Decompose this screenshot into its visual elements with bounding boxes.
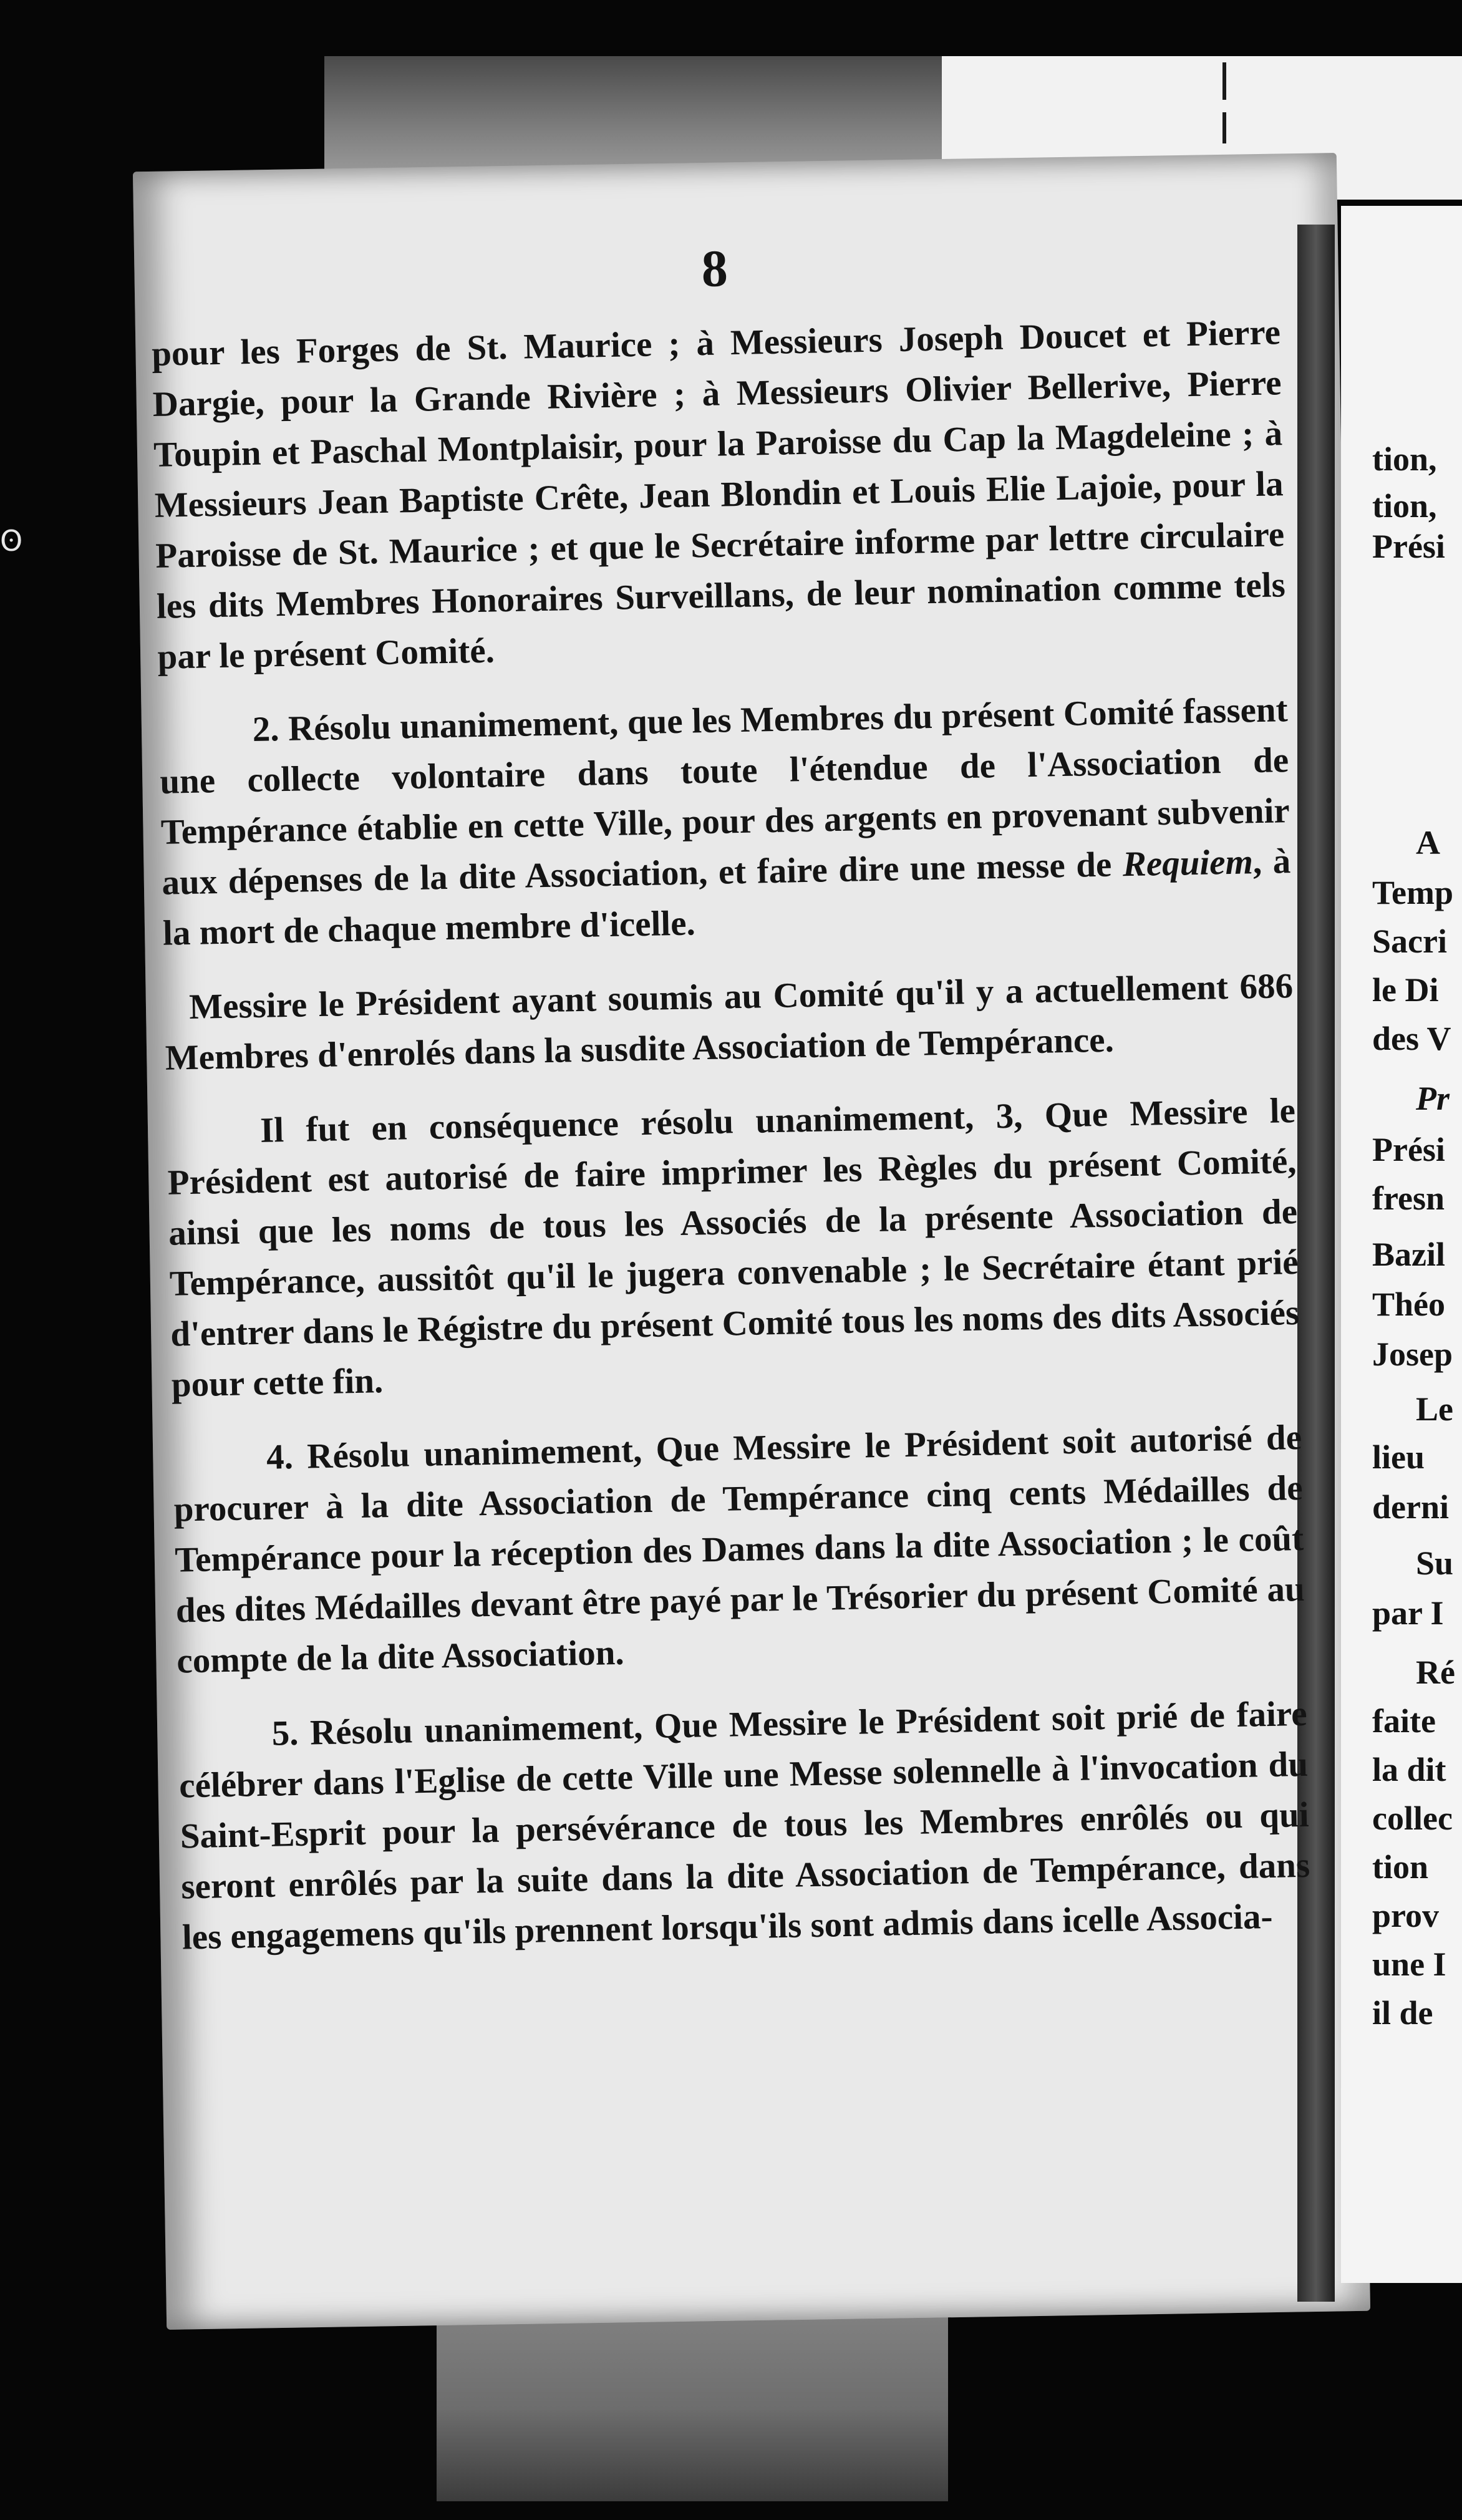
right-fragment: Pr xyxy=(1416,1080,1450,1117)
right-fragment: Ré xyxy=(1416,1654,1455,1691)
paragraph-resolution-2 xyxy=(158,684,1292,959)
right-fragment: une I xyxy=(1372,1946,1446,1983)
right-fragment: tion xyxy=(1372,1848,1429,1886)
right-fragment: Sacri xyxy=(1372,923,1447,960)
paragraph-continued: pour les Forges de St. Maurice ; à Messieurs Joseph Doucet et Pierre Dargie, pour la Grande Rivière ; à Messieurs Olivier Bellerive, Pierre Toupin et Paschal Montplaisir, pour la Paroisse du Cap la Magdeleine ; à Messieurs Jean Baptiste Crête, Jean Blondin et Louis Elie Lajoie, pour la Paroisse de St. Maurice ; et que le Secrétaire informe par lettre circulaire les dits Membres Honoraires Surveillans, de leur nomination comme tels par le présent Comité. xyxy=(151,313,1286,677)
right-fragment: Su xyxy=(1416,1544,1454,1582)
right-fragment: Bazil xyxy=(1372,1236,1445,1273)
right-fragment: tion, xyxy=(1372,487,1437,525)
right-fragment: derni xyxy=(1372,1488,1450,1526)
right-fragment: fresn xyxy=(1372,1180,1445,1217)
right-fragment: tion, xyxy=(1372,440,1437,478)
page-gutter xyxy=(1297,225,1335,2302)
paragraph-resolution-3: Il fut en conséquence résolu unanimement, 3, Que Messire le Président est autorisé de faire imprimer les Règles du présent Comité, ainsi que les noms de tous les Associés de la présente Association de Tempérance, aussitôt qu'il le jugera convenable ; le Secrétaire étant prié d'entrer dans le Régistre du présent Comité tous les noms des dits Associés pour cette fin. xyxy=(167,1090,1300,1405)
right-fragment: des V xyxy=(1372,1020,1451,1057)
right-fragment: collec xyxy=(1372,1800,1453,1837)
edge-mark: ʘ xyxy=(0,524,23,558)
right-fragment: par I xyxy=(1372,1594,1444,1632)
paragraph-text: , à la mort de chaque membre d'icelle. xyxy=(162,841,1291,953)
italic-term: Requiem xyxy=(1122,842,1254,884)
tick-mark xyxy=(1222,112,1226,143)
right-fragment: le Di xyxy=(1372,971,1439,1009)
right-fragment: la dit xyxy=(1372,1751,1446,1788)
page-text xyxy=(150,228,1312,1986)
right-fragment: il de xyxy=(1372,1994,1433,2032)
right-fragment: A xyxy=(1416,824,1440,861)
backdrop-top xyxy=(324,56,948,175)
right-fragment: Prési xyxy=(1372,528,1445,565)
paragraph-text: 2. Résolu unanimement, que les Membres du présent Comité fassent une collecte volontaire dans toute l'étendue de l'Association de Tempérance établie en cette Ville, pour des argents en provenant subvenir aux dépenses de la dite Association, et faire dire une messe de xyxy=(159,690,1290,903)
right-fragment: Prési xyxy=(1372,1131,1445,1168)
right-fragment: lieu xyxy=(1372,1438,1425,1476)
paragraph-resolution-5: 5. Résolu unanimement, Que Messire le Président soit prié de faire célébrer dans l'Eglise de cette Ville une Messe solennelle à l'invocation du Saint-Esprit pour la persévérance de tous les Membres enrôlés ou qui seront enrôlés par la suite dans la dite Association de Tempérance, dans les engagemens qu'ils prennent lorsqu'ils sont admis dans icelle Associa- xyxy=(178,1694,1310,1957)
tick-mark xyxy=(1222,62,1226,100)
right-fragment: Josep xyxy=(1372,1335,1453,1373)
right-fragment: prov xyxy=(1372,1897,1440,1934)
paragraph-president-report: Messire le Président ayant soumis au Comité qu'il y a actuellement 686 Membres d'enrolés dans la susdite Association de Tempérance. xyxy=(165,966,1294,1078)
page-number: 8 xyxy=(700,240,729,299)
right-fragment: Théo xyxy=(1372,1286,1446,1323)
right-fragment: Temp xyxy=(1372,874,1454,911)
paragraph-resolution-4: 4. Résolu unanimement, Que Messire le Président soit autorisé de procurer à la dite Association de Tempérance cinq cents Médailles de Tempérance pour la réception des Dames dans la dite Association ; le coût des dites Médailles devant être payé par le Trésorier du présent Comité au compte de la dite Association. xyxy=(173,1417,1305,1681)
right-fragment: faite xyxy=(1372,1702,1436,1740)
right-fragment: Le xyxy=(1416,1390,1453,1428)
